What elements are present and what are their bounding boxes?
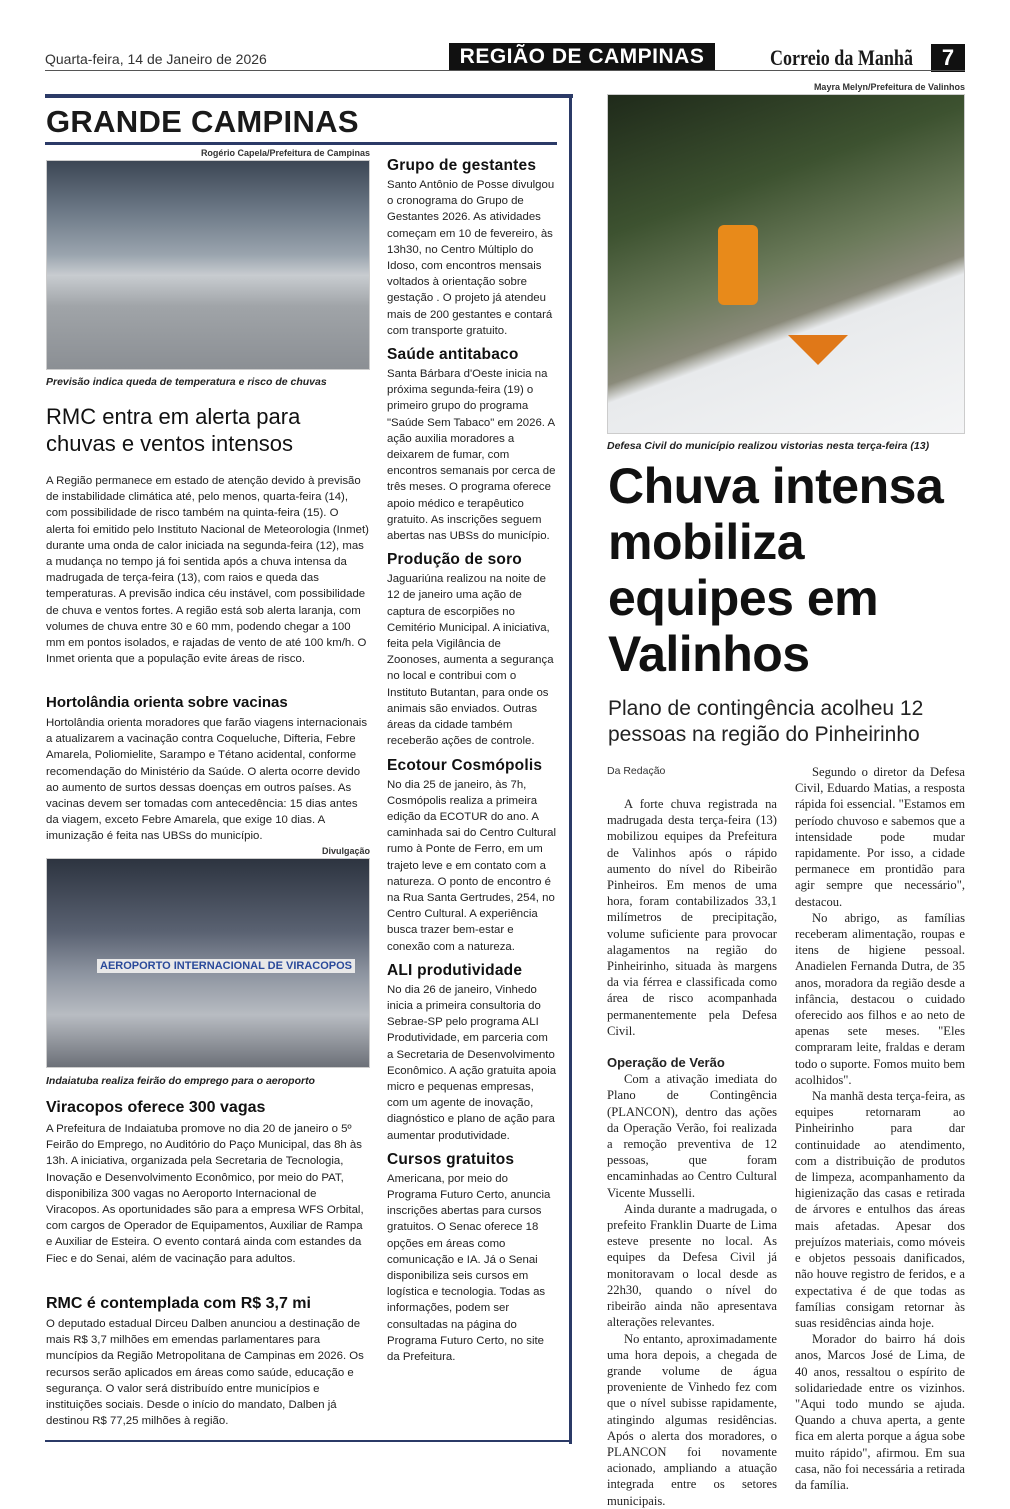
article-headline: RMC entra em alerta para chuvas e ventos intensos [46, 404, 301, 456]
article-body: A Região permanece em estado de atenção devido à previsão de instabilidade climática até, pelo menos, quarta-feira (14), com possibilidade de risco também na quinta-feira (15). O alerta foi emitido pelo Instituto Nacional de Meteorologia (Inmet) durante uma onda de calor iniciada na segunda-feira (12), mas a mudança no tempo já foi sentida após a chuva intensa da madrugada de terça-feira (13), com raios e queda das temperaturas. A previsão indica céu instável, com possibilidade de chuva e ventos fortes. A região está sob alerta laranja, com volumes de chuva entre 30 e 60 mm, podendo chegar a 100 mm em pontos isolados, e rajadas de vento de até 100 km/h. O Inmet orienta que a população evite áreas de risco. [46, 475, 369, 666]
airport-photo [46, 858, 370, 1068]
article-subhead: Operação de Verão [607, 1055, 725, 1071]
brief-body: Americana, por meio do Programa Futuro Certo, anuncia inscrições abertas para cursos gratuitos. O Senac oferece 18 opções em áreas como comunicação e IA. Já o Senai disponibiliza seis cursos em logística e tecnologia. Todas as informações, podem ser consultadas na página do Programa Futuro Certo, no site da Prefeitura. [387, 1172, 551, 1363]
brief-headline: RMC é contemplada com R$ 3,7 mi [46, 1295, 311, 1312]
brief-body: No dia 26 de janeiro, Vinhedo inicia a primeira consultoria do Sebrae-SP pelo programa ALI Produtividade, em parceria com a Secretaria de Desenvolvimento Econômico. A ação gratuita apoia micro e pequenas empresas, com um agente de inovação, diagnóstico e plano de ação para aumentar produtividade. [387, 983, 557, 1142]
civil-defense-photo [607, 94, 965, 434]
brief-headline: Saúde antitabaco [387, 346, 519, 364]
city-skyline-photo [46, 160, 370, 370]
brief-body: A Prefeitura de Indaiatuba promove no dia 20 de janeiro o 5º Feirão do Emprego, no Auditório do Paço Municipal, das 8h às 13h. A iniciativa, organizada pela Secretaria de Tecnologia, Inovação e Desenvolvimento Econômico, por meio do PAT, disponibiliza 300 vagas no Aeroporto Internacional de Viracopos. As oportunidades são para a empresa WFS Orbital, com cargos de Operador de Equipamentos, Auxiliar de Rampa e Auxiliar de Esteira. O evento contará ainda com estandes da Fiec e do Senai, além de vacinação para adultos. [46, 1123, 364, 1265]
article-column-2 [795, 764, 965, 1493]
photo-caption: Defesa Civil do município realizou vistorias nesta terça-feira (13) [607, 440, 930, 452]
newspaper-logo: Correio da Manhã [770, 45, 913, 70]
brief-headline: Hortolândia orienta sobre vacinas [46, 694, 288, 711]
main-headline: Chuva intensa mobiliza equipes em Valinhos [608, 458, 944, 682]
worker-vest [718, 225, 758, 305]
brief [387, 156, 557, 339]
brief [387, 756, 557, 955]
civil-defense-logo-icon [788, 335, 848, 365]
brief [387, 345, 557, 544]
article-column-1 [607, 796, 777, 1509]
brief-headline: Produção de soro [387, 551, 522, 569]
brief-headline: Ecotour Cosmópolis [387, 756, 543, 774]
brief-headline: Grupo de gestantes [387, 157, 537, 174]
photo-caption: Previsão indica queda de temperatura e risco de chuvas [46, 376, 327, 388]
paragraph: Morador do bairro há dois anos, Marcos José de Lima, de 40 anos, ressaltou o espírito de solidariedade entre os vizinhos. "Aqui todo mundo se ajuda. Quando a chuva aperta, a gente fica em alerta porque a água sobe muito rápido", afirmou. Em sua casa, não foi necessária a retirada da família. [795, 1332, 965, 1492]
byline: Da Redação [607, 765, 666, 777]
brief-body: Hortolândia orienta moradores que farão viagens internacionais a atualizarem a vacinação contra Coqueluche, Difteria, Febre Amarela, Poliomielite, Sarampo e Tétano acidental, conforme recomendação do Ministério da Saúde. O alerta ocorre devido ao aumento de surtos dessas doenças em outros países. As vacinas devem ser tomadas com antecedência: 15 dias antes da viagem, exceto Febre Amarela, que exige 10 dias. A imunização é feita nas UBSs do município. [46, 717, 368, 843]
brief-body: Jaguariúna realizou na noite de 12 de janeiro uma ação de captura de escorpiões no Cemitério Municipal. A iniciativa, feita pela Vigilância de Zoonoses, aumenta a segurança no local e contribui com o Instituto Butantan, para onde os animais são enviados. Outras áreas da cidade também receberão ações de controle. [387, 573, 554, 748]
brief-headline: ALI produtividade [387, 961, 523, 979]
paragraph: No entanto, aproximadamente uma hora depois, a chegada de grande volume de água proveniente de Vinhedo fez com que o nível subisse rapidamente, atingindo algumas residências. Após o alerta dos moradores, o PLANCON foi novamente acionado, ampliando a atuação integrada entre os setores municipais. [607, 1331, 777, 1508]
brief-body: No dia 25 de janeiro, às 7h, Cosmópolis realiza a primeira edição da ECOTUR do ano. A caminhada sai do Centro Cultural rumo à Ponte de Ferro, em um trajeto leve e em contato com a natureza. O ponto de encontro é na Rua Santa Gertrudes, 254, no Centro Cultural. A experiência busca trazer bem-estar e conexão com a natureza. [387, 778, 557, 953]
brief-headline: Cursos gratuitos [387, 1150, 515, 1168]
page-number: 7 [931, 44, 965, 72]
box-bottom-rule [45, 1440, 570, 1442]
paragraph: Ainda durante a madrugada, o prefeito Franklin Duarte de Lima esteve presente no local. As equipes da Defesa Civil já monitoravam o local desde as 22h30, quando o nível do ribeirão ainda não apresentava alterações relevantes. [607, 1201, 777, 1330]
photo-caption: Indaiatuba realiza feirão do emprego para o aeroporto [46, 1075, 315, 1087]
airport-sign: AEROPORTO INTERNACIONAL DE VIRACOPOS [97, 959, 355, 973]
paragraph: Na manhã desta terça-feira, as equipes retornaram ao Pinheirinho para dar continuidade ao atendimento, com a distribuição de produtos de limpeza, acompanhamento da higienização das casas e retirada de árvores e entulhos das áreas mais afetadas. Apesar dos prejuízos materiais, como móveis e objetos pessoais danificados, não houve registro de feridos, e a expectativa é de que todas as famílias consigam retornar às suas residências ainda hoje. [795, 1089, 965, 1330]
brief [387, 1150, 557, 1365]
photo-credit: Mayra Melyn/Prefeitura de Valinhos [813, 82, 965, 92]
paragraph: No abrigo, as famílias receberam alimentação, roupas e itens de higiene pessoal. Anadielen Fernanda Dutra, de 35 anos, moradora da região desde a infância, destacou o cuidado oferecido aos filhos e ao neto de apenas sete meses. "Eles compraram leite, fraldas e deram todo o suporte. Fomos muito bem acolhidos". [795, 910, 966, 1087]
section-kicker: GRANDE CAMPINAS [46, 104, 359, 139]
paragraph: A forte chuva registrada na madrugada desta terça-feira (13) mobilizou equipes da Prefeitura de Valinhos após o rápido aumento do nível do Ribeirão Pinheiros. Em menos de uma hora, foram contabilizados 33,1 milímetros de precipitação, volume suficiente para provocar alagamentos na região do Pinheirinho, situada às margens da via férrea e classificada como área de risco acompanhada permanentemente pela Defesa Civil. [607, 797, 777, 1038]
brief [387, 961, 557, 1144]
photo-credit: Rogério Capela/Prefeitura de Campinas [200, 148, 370, 158]
briefs-column [387, 156, 557, 1371]
box-right-rule [569, 94, 572, 1444]
brief-headline: Viracopos oferece 300 vagas [46, 1099, 266, 1116]
kicker-rule [45, 142, 557, 145]
paragraph: Segundo o diretor da Defesa Civil, Eduardo Matias, a resposta rápida foi essencial. "Estamos em período chuvoso e sabemos que a intensidade pode mudar rapidamente. Por isso, a cidade permanece em prontidão para agir sempre que necessário", destacou. [795, 765, 965, 909]
paragraph: Com a ativação imediata do Plano de Contingência (PLANCON), dentro das ações da Operação Verão, foi realizada a remoção preventiva de 12 pessoas, que foram encaminhadas ao Centro Cultural Vicente Musselli. [607, 1072, 777, 1200]
header-rule [45, 70, 965, 71]
main-subheadline: Plano de contingência acolheu 12 pessoas na região do Pinheirinho [608, 697, 924, 746]
issue-date: Quarta-feira, 14 de Janeiro de 2026 [45, 51, 267, 67]
brief-body: O deputado estadual Dirceu Dalben anunciou a destinação de mais R$ 3,7 milhões em emendas parlamentares para muncípios da Região Metropolitana de Campinas em 2026. Os recursos serão aplicados em áreas como saúde, educação e segurança. O valor será distribuído entre municípios e instituições sociais. Desde o início do mandato, Dalben já destinou R$ 77,25 milhões à região. [46, 1318, 364, 1428]
brief-body: Santa Bárbara d'Oeste inicia na próxima segunda-feira (19) o primeiro grupo do programa "Saúde Sem Tabaco" em 2026. A ação auxilia moradores a deixarem de fumar, com encontros semanais por cerca de três meses. O programa oferece apoio médico e terapêutico gratuito. As inscrições seguem abertas nas UBSs do município. [387, 368, 556, 543]
box-top-rule [45, 94, 573, 98]
section-title: REGIÃO DE CAMPINAS [449, 43, 715, 71]
brief [387, 550, 557, 749]
photo-credit: Divulgação [321, 846, 370, 856]
brief-body: Santo Antônio de Posse divulgou o cronograma do Grupo de Gestantes 2026. As atividades começam em 10 de fevereiro, às 13h30, no Centro Múltiplo do Idoso, com encontros mensais voltados à orientação sobre gestação . O projeto já atendeu mais de 200 gestantes e contará com transporte gratuito. [387, 179, 555, 337]
